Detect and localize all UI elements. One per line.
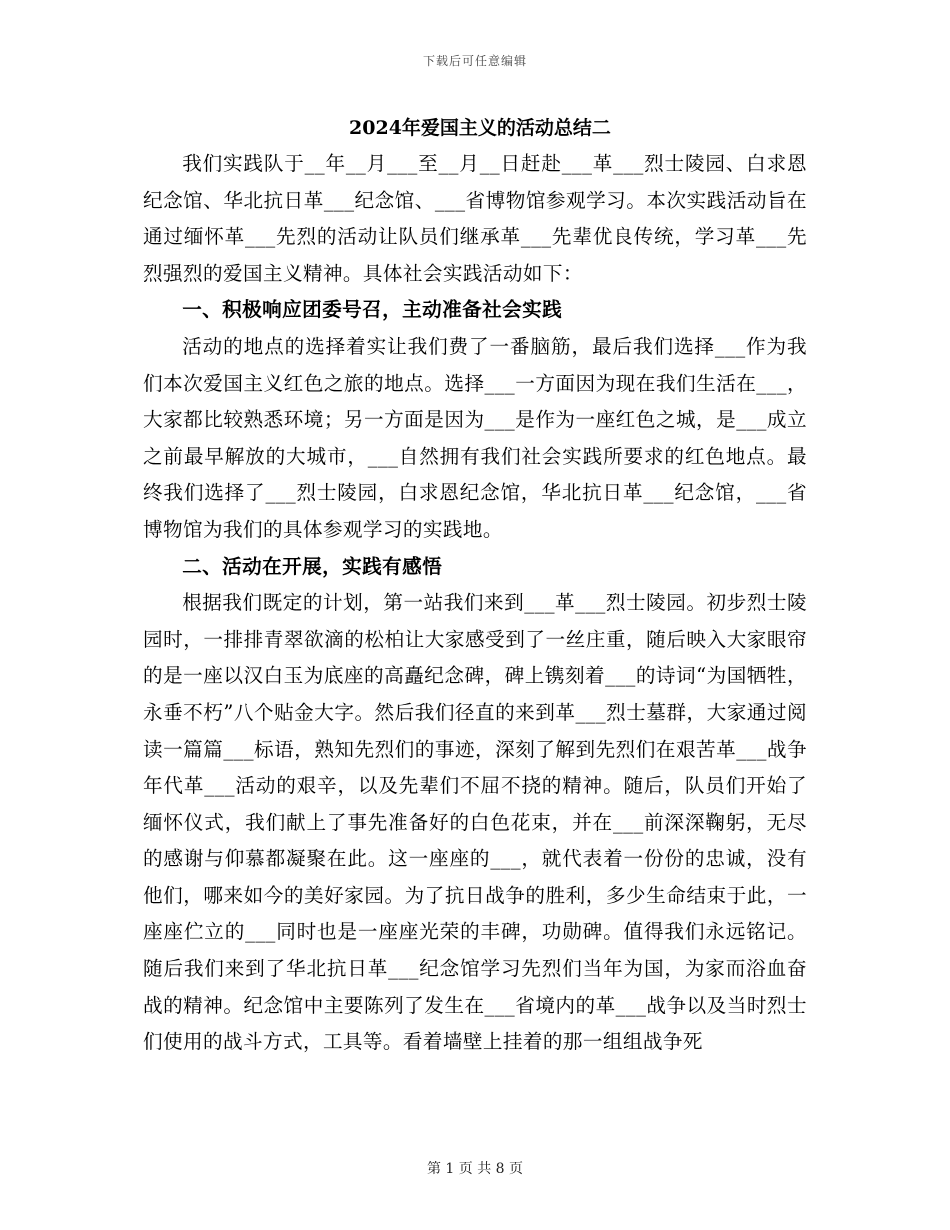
document-body [143, 110, 807, 1061]
header-note: 下载后可任意编辑 [422, 54, 527, 68]
section-2-heading: 二、活动在开展，实践有感悟 [182, 554, 443, 578]
intro-paragraph: 我们实践队于__年__月___至__月__日赶赴___革___烈士陵园、白求恩纪念馆、华北抗日革___纪念馆、___省博物馆参观学习。本次实践活动旨在通过缅怀革___先烈的活动让队员们继承革___先辈优良传统，学习革___先烈强烈的爱国主义精神。具体社会实践活动如下： [143, 152, 807, 285]
page-number: 第 1 页 共 8 页 [426, 1161, 524, 1177]
section-2-paragraph: 根据我们既定的计划，第一站我们来到___革___烈士陵园。初步烈士陵园时，一排排青翠欲滴的松柏让大家感受到了一丝庄重，随后映入大家眼帘的是一座以汉白玉为底座的高矗纪念碑，碑上镌刻着___的诗词“为国牺牲，永垂不朽”八个贴金大字。然后我们径直的来到革___烈士墓群，大家通过阅读一篇篇___标语，熟知先烈们的事迹，深刻了解到先烈们在艰苦革___战争年代革___活动的艰辛，以及先辈们不屈不挠的精神。随后，队员们开始了缅怀仪式，我们献上了事先准备好的白色花束，并在___前深深鞠躬，无尽的感谢与仰慕都凝聚在此。这一座座的___，就代表着一份份的忠诚，没有他们，哪来如今的美好家园。为了抗日战争的胜利，多少生命结束于此，一座座伫立的___同时也是一座座光荣的丰碑，功勋碑。值得我们永远铭记。随后我们来到了华北抗日革___纪念馆学习先烈们当年为国，为家而浴血奋战的精神。纪念馆中主要陈列了发生在___省境内的革___战争以及当时烈士们使用的战斗方式，工具等。看着墙壁上挂着的那一组组战争死 [143, 591, 807, 1054]
section-1-paragraph: 活动的地点的选择着实让我们费了一番脑筋，最后我们选择___作为我们本次爱国主义红色之旅的地点。选择___一方面因为现在我们生活在___，大家都比较熟悉环境；另一方面是因为___是作为一座红色之城，是___成立之前最早解放的大城市，___自然拥有我们社会实践所要求的红色地点。最终我们选择了___烈士陵园，白求恩纪念馆，华北抗日革___纪念馆，___省博物馆为我们的具体参观学习的实践地。 [143, 334, 807, 541]
document-title: 2024年爱国主义的活动总结二 [349, 117, 611, 139]
section-1-heading: 一、积极响应团委号召，主动准备社会实践 [182, 298, 563, 322]
